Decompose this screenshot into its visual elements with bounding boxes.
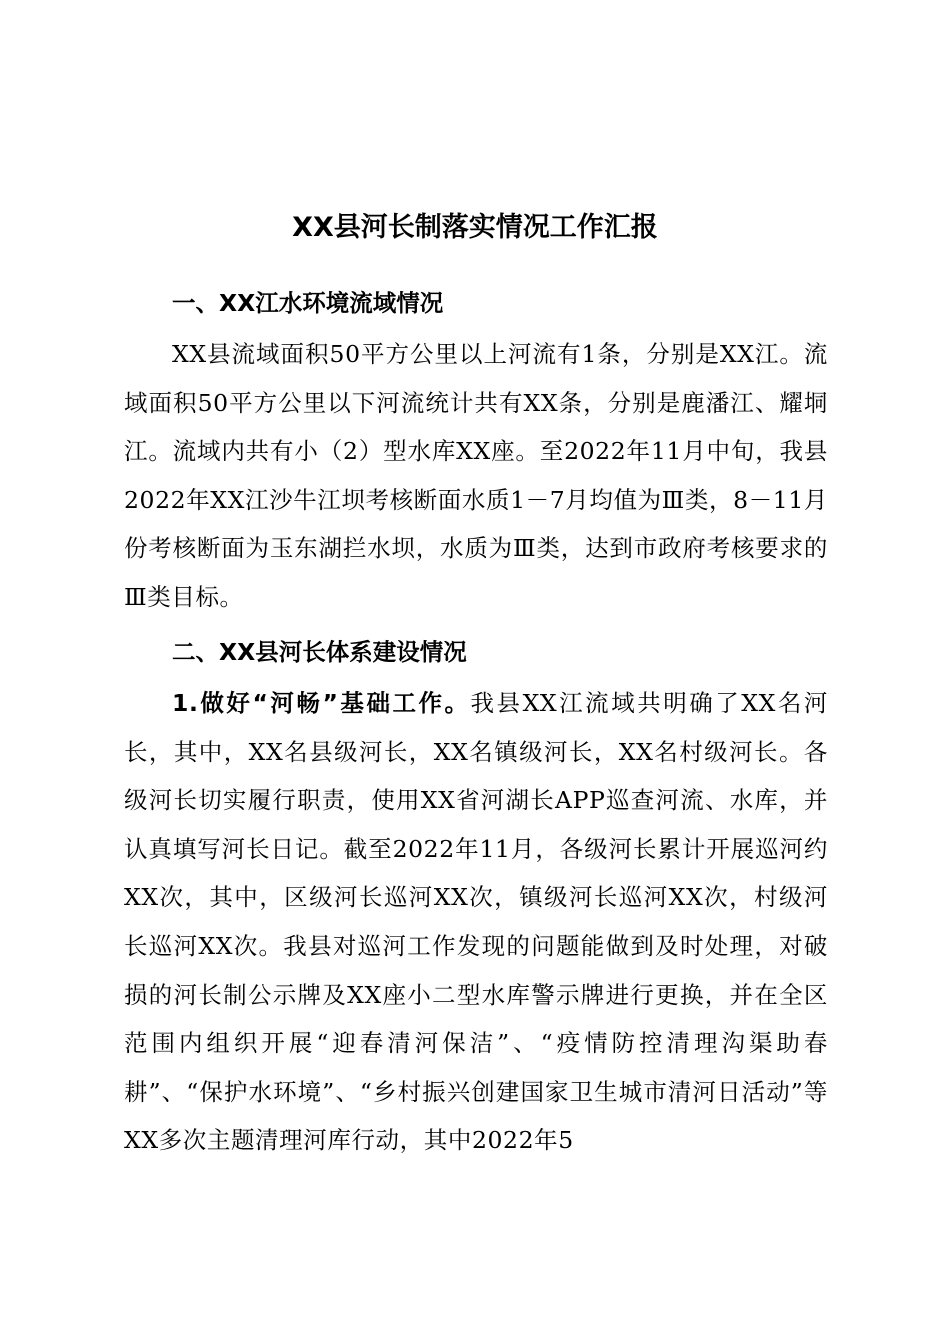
section-1-heading: 一、XX江水环境流域情况 — [172, 289, 444, 317]
document-title: XX县河长制落实情况工作汇报 — [292, 212, 658, 243]
section-2-heading: 二、XX县河长体系建设情况 — [172, 638, 467, 666]
section-1-paragraph: XX县流域面积50平方公里以上河流有1条，分别是XX江。流域面积50平方公里以下河流统计共有XX条，分别是鹿潘江、耀垌江。流域内共有小（2）型水库XX座。至2022年11月中旬，我县2022年XX江沙牛江坝考核断面水质1－7月均值为Ⅲ类，8－11月份考核断面为玉东湖拦水坝，水质为Ⅲ类，达到市政府考核要求的Ⅲ类目标。 — [124, 340, 828, 611]
section-2-item-1-paragraph — [124, 679, 828, 1165]
section-2-item-1-lead: 1.做好“河畅”基础工作。 — [172, 689, 471, 717]
section-2-item-1-body: 我县XX江流域共明确了XX名河长，其中，XX名县级河长，XX名镇级河长，XX名村级河长。各级河长切实履行职责，使用XX省河湖长APP巡查河流、水库，并认真填写河长日记。截至2022年11月，各级河长累计开展巡河约XX次，其中，区级河长巡河XX次，镇级河长巡河XX次，村级河长巡河XX次。我县对巡河工作发现的问题能做到及时处理，对破损的河长制公示牌及XX座小二型水库警示牌进行更换，并在全区范围内组织开展“迎春清河保洁”、“疫情防控清理沟渠助春耕”、“保护水环境”、“乡村振兴创建国家卫生城市清河日活动”等XX多次主题清理河库行动，其中2022年5 — [124, 689, 829, 1155]
